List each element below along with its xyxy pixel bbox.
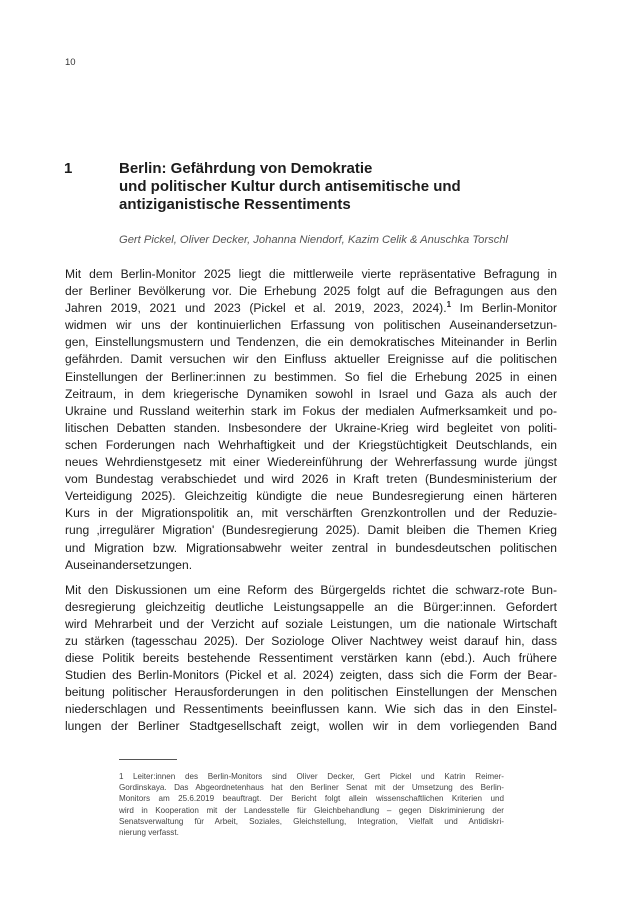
paragraph-2	[65, 582, 557, 736]
text-line: wird Mehrarbeit und der Verzicht auf soziale Leistungen, um die nationale Wirtschaft	[65, 616, 557, 631]
footnote-line: Gordinskaya. Das Abgeordnetenhaus hat den Berliner Senat mit der Umsetzung des Berlin-	[119, 783, 504, 793]
text-line: vom Bundestag verabschiedet und wird 2026 in Kraft treten (Bundesministerium der	[65, 472, 557, 487]
text-line: desregierung gleichzeitig deutliche Leistungsappelle an die Bürger:innen. Gefordert	[65, 599, 557, 614]
text-line: zu stärken (tagesschau 2025). Der Soziologe Oliver Nachtwey weist darauf hin, dass	[65, 633, 557, 648]
text-line: beitung politischer Herausforderungen in den politischen Einstellungen der Menschen	[65, 685, 557, 700]
footnote-line: wird in Kooperation mit der Landesstelle für Gleichbehandlung – gegen Diskriminierung der	[119, 805, 504, 815]
text-line	[65, 300, 557, 317]
text-line: Mit dem Berlin-Monitor 2025 liegt die mittlerweile vierte repräsentative Befragung in	[65, 267, 557, 281]
footnote-line: nierung verfasst.	[119, 827, 179, 837]
text-line: Ukraine und Russland weiterhin stark im Fokus der medialen Aufmerksamkeit und po-	[65, 403, 557, 418]
text-line: Mit den Diskussionen um eine Reform des Bürgergelds richtet die schwarz-rote Bun-	[65, 582, 557, 597]
footnote-line	[119, 771, 504, 782]
text-line: rung ‚irregulärer Migration' (Bundesregierung 2025). Damit bleiben die Themen Krieg	[65, 523, 557, 538]
text-line: litischen Debatten standen. Insbesondere der Ukraine-Krieg wird begleitet von politi-	[65, 420, 557, 435]
text-line: widmen wir uns der kontinuierlichen Erfassung von politischen Auseinandersetzun-	[65, 318, 557, 333]
text-line: der Berliner Bevölkerung vor. Die Erhebung 2025 folgt auf die Befragungen aus den	[65, 284, 557, 299]
chapter-title-line: antiziganistische Ressentiments	[119, 196, 351, 213]
footnote-number: 1	[119, 772, 124, 781]
text-line: schen Forderungen nach Wehrhaftigkeit und der Kriegstüchtigkeit Deutschlands, ein	[65, 437, 557, 452]
chapter-number: 1	[64, 160, 73, 177]
chapter-title-line: Berlin: Gefährdung von Demokratie	[119, 160, 373, 177]
footnote-line: Senatsverwaltung für Arbeit, Soziales, Gleichstellung, Integration, Vielfalt und Antidiskri-	[119, 816, 504, 826]
text-line: und Migration bzw. Migrationsabwehr weiter zentral in bundesdeutschen politischen	[65, 540, 557, 555]
text-line: diese Politik bereits bestehende Ressentiment verstärken kann (ebd.). Auch frühere	[65, 651, 557, 666]
footnote-line: Monitors am 25.6.2019 beauftragt. Der Bericht folgt allein wissenschaftlichen Kriterien und	[119, 794, 504, 804]
text-line: lungen der Berliner Stadtgesellschaft zeigt, wollen wir in dem vorliegenden Band	[65, 719, 557, 734]
page-number: 10	[65, 57, 76, 68]
text-line: gen, Einstellungsmustern und Tendenzen, die ein demokratisches Miteinander in Berlin	[65, 335, 557, 350]
text-line: neues Wehrdienstgesetz mit einer Wiedereinführung der Wehrerfassung wurde jüngst	[65, 455, 557, 470]
footnote-reference[interactable]: 1	[446, 300, 452, 310]
chapter-title-line: und politischer Kultur durch antisemitische und	[119, 178, 461, 195]
footnote-text: Leiter:innen des Berlin-Monitors sind Oliver Decker, Gert Pickel und Katrin Reimer-	[133, 772, 504, 781]
chapter-authors: Gert Pickel, Oliver Decker, Johanna Niendorf, Kazim Celik & Anuschka Torschl	[119, 234, 509, 246]
text-line: Kurs in der Migrationspolitik an, mit verschärften Grenzkontrollen und der Reduzie-	[65, 506, 557, 521]
text-line: Zeitraum, in dem kriegerische Dynamiken sowohl in Israel und Gaza als auch der	[65, 386, 557, 401]
chapter-title	[119, 160, 579, 214]
text-line: Einstellungen der Berliner:innen zu bestimmen. So fiel die Erhebung 2025 in einen	[65, 369, 557, 384]
text-line: Studien des Berlin-Monitors (Pickel et al. 2024) zeigten, dass sich die Form der Bear-	[65, 668, 557, 683]
text-line: gefährden. Damit versuchen wir den Einfluss aktueller Ereignisse auf die politischen	[65, 352, 557, 367]
body-text	[65, 266, 557, 744]
text-line: Verteidigung 2025). Gleichzeitig kündigte die neue Bundesregierung einen härteren	[65, 489, 557, 504]
text-line: Auseinandersetzungen.	[65, 557, 193, 572]
footnote-separator	[119, 759, 177, 760]
text-line-segment: Jahren 2019, 2021 und 2023 (Pickel et al. 2019, 2023, 2024).	[65, 301, 447, 316]
paragraph-1	[65, 266, 557, 574]
footnote	[119, 771, 504, 838]
text-line: niederschlagen und Ressentiments beeinflussen kann. Wie sich das in den Einstel-	[65, 702, 557, 717]
text-line-segment: Im Berlin-Monitor	[451, 301, 557, 316]
